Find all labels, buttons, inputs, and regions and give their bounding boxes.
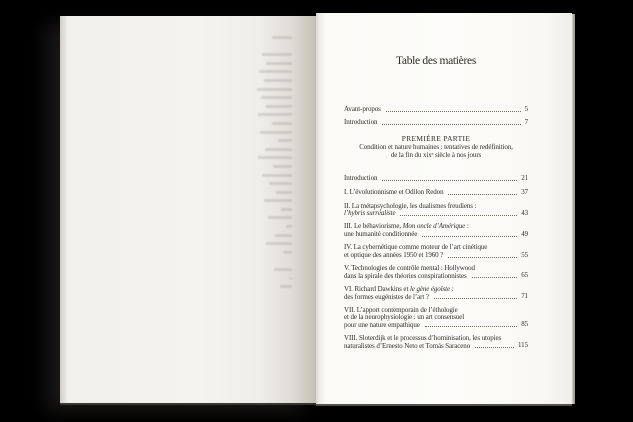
toc-title: Table des matières — [395, 55, 476, 67]
dotted-leader — [382, 180, 517, 181]
toc-entry-line: III. Le béhaviorisme, Mon oncle d’Amérique : — [344, 222, 469, 231]
ghost-line — [276, 191, 292, 194]
ghost-line — [259, 70, 292, 73]
dotted-leader — [386, 111, 521, 112]
toc-entry — [344, 244, 528, 259]
toc-entry-line: II. La métapsychologie, les dualismes freudiens : — [344, 201, 477, 210]
part-subtitle-line2: de la fin du xixᵉ siècle à nos jours — [390, 150, 482, 159]
toc-entry-lastline — [344, 342, 528, 350]
toc-page — [316, 13, 572, 404]
toc-entry — [344, 189, 528, 197]
ghost-text — [256, 36, 292, 294]
ghost-line — [268, 216, 292, 219]
toc-entry-line: VIII. Sloterdijk et le processus d’hominisation, les utopies — [344, 334, 502, 343]
toc-entry-line: VI. Richard Dawkins et le gène égoïste : — [344, 285, 454, 294]
page-number: 37 — [521, 187, 528, 196]
ghost-line — [290, 277, 292, 280]
ghost-line — [260, 131, 292, 134]
toc-entry-lastline — [344, 189, 528, 197]
toc-entry-label: des formes eugénistes de l’art ? — [344, 292, 429, 301]
ghost-line — [258, 113, 292, 116]
ghost-line — [261, 96, 292, 99]
dotted-leader — [434, 298, 517, 299]
toc-entry-label: naturalistes d’Ernesto Neto et Tomás Saraceno — [344, 341, 471, 350]
ghost-line — [278, 139, 292, 142]
page-number: 43 — [521, 208, 528, 217]
left-page-blank — [60, 16, 316, 403]
toc-entry — [344, 203, 528, 218]
toc-entry-line: et de la neurophysiologie : un art consensuel — [344, 313, 465, 322]
ghost-line — [265, 148, 292, 151]
ghost-line — [266, 105, 292, 108]
toc-entry-lastline — [344, 210, 528, 218]
dotted-leader — [425, 326, 517, 327]
ghost-line — [258, 156, 292, 159]
dotted-leader — [382, 124, 520, 125]
ghost-line — [257, 88, 292, 91]
page-number: 71 — [521, 292, 528, 301]
toc-entry-lastline — [344, 252, 528, 260]
page-number: 55 — [521, 250, 528, 259]
toc-entries — [344, 175, 528, 350]
toc-entry-lastline — [344, 231, 528, 239]
toc-entry — [344, 175, 528, 183]
ghost-line — [281, 208, 292, 211]
page-number: 115 — [518, 341, 528, 350]
toc-row — [344, 119, 528, 127]
book-fore-edge — [572, 14, 575, 404]
page-number: 5 — [524, 105, 528, 113]
toc-entry-label: l’hybris surréaliste — [344, 209, 396, 218]
toc-entry-lastline — [344, 293, 528, 301]
ghost-line — [269, 182, 292, 185]
page-number: 65 — [521, 271, 528, 280]
toc-entry-label: dans la spirale des théories conspirationnistes — [344, 271, 467, 280]
ghost-line — [286, 225, 292, 228]
dotted-leader — [475, 347, 514, 348]
toc-entry — [344, 265, 528, 280]
toc-entry — [344, 335, 528, 350]
ghost-line — [283, 251, 292, 254]
toc-entry-label: et optique des années 1950 et 1960 ? — [344, 250, 444, 259]
ghost-line — [266, 242, 292, 245]
ghost-line — [262, 53, 292, 56]
ghost-line — [266, 62, 292, 65]
page-number: 7 — [524, 118, 528, 126]
toc-entry-label: I. L’évolutionnisme et Odilon Redon — [344, 188, 444, 197]
toc-entry — [344, 223, 528, 238]
dotted-leader — [422, 236, 517, 237]
page-number: 49 — [521, 229, 528, 238]
toc-entry-line: IV. La cybernétique comme moteur de l’art cinétique — [344, 243, 488, 252]
toc-entry-lastline — [344, 321, 528, 329]
toc-entry-label: Introduction — [344, 174, 378, 183]
toc-entry-label: Introduction — [344, 118, 378, 126]
toc-entry-line: V. Technologies de contrôle mental : Hollywood — [344, 264, 475, 273]
ghost-line — [264, 199, 292, 202]
toc-entry — [344, 286, 528, 301]
dotted-leader — [472, 277, 518, 278]
ghost-line — [274, 268, 292, 271]
ghost-line — [262, 174, 292, 177]
dotted-leader — [448, 257, 517, 258]
toc-entry-lastline — [344, 272, 528, 280]
dotted-leader — [400, 215, 517, 216]
dotted-leader — [448, 194, 517, 195]
part-subtitle-line1: Condition et nature humaines : tentatives de redéfinition, — [359, 143, 513, 151]
ghost-line — [272, 36, 292, 39]
toc-entry-label: pour une nature empathique — [344, 320, 420, 329]
toc-entry — [344, 307, 528, 329]
toc-entry-line: VII. L’apport contemporain de l’éthologie — [344, 306, 458, 315]
ghost-line — [273, 165, 292, 168]
ghost-line — [275, 234, 292, 237]
part-heading: PREMIÈRE PARTIE — [401, 133, 471, 143]
ghost-line — [264, 79, 292, 82]
toc-entry-label: Avant-propos — [344, 105, 381, 113]
ghost-line — [280, 285, 292, 288]
toc-entry-label: une humanité conditionnée — [344, 229, 418, 238]
ghost-line — [272, 122, 292, 125]
toc-entry-lastline — [344, 175, 528, 183]
toc-front-list — [344, 106, 528, 127]
toc-row — [344, 106, 528, 114]
page-number: 21 — [521, 174, 528, 183]
page-number: 85 — [521, 320, 528, 329]
